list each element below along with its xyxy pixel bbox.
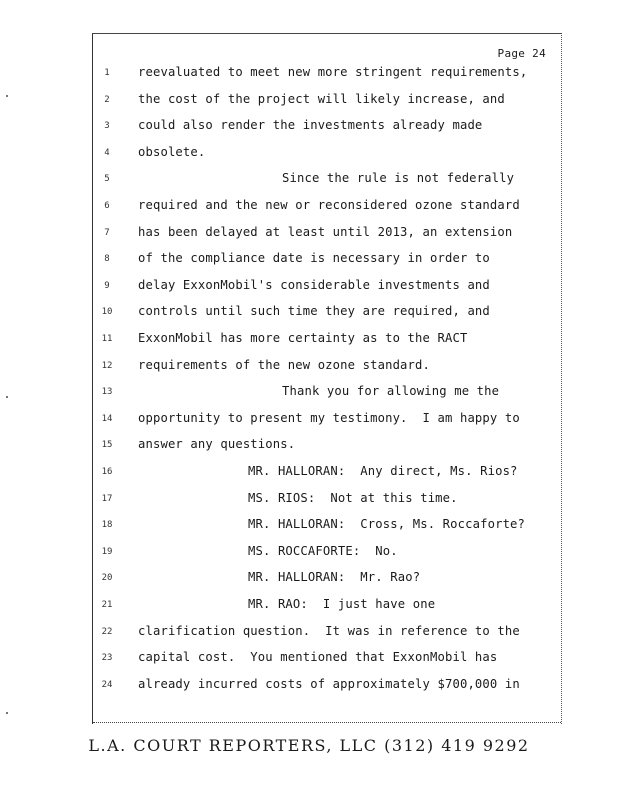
line-number: 24 <box>101 679 113 690</box>
transcript-line <box>0 383 618 403</box>
line-number: 3 <box>104 121 110 132</box>
line-number: 10 <box>101 307 113 318</box>
transcript-line <box>0 64 618 84</box>
line-text: MR. HALLORAN: Any direct, Ms. Rios? <box>248 464 518 478</box>
line-number: 15 <box>101 440 113 451</box>
line-number: 19 <box>101 546 113 557</box>
line-text: the cost of the project will likely increase, and <box>138 91 505 106</box>
transcript-line <box>0 330 618 350</box>
line-text: delay ExxonMobil's considerable investments and <box>138 277 490 292</box>
transcript-line <box>0 516 618 536</box>
line-number: 18 <box>101 520 113 531</box>
transcript-line <box>0 410 618 430</box>
line-text: of the compliance date is necessary in order to <box>138 251 490 266</box>
line-number: 7 <box>104 227 110 238</box>
line-number: 9 <box>104 280 110 291</box>
transcript-line <box>0 144 618 164</box>
margin-speck <box>6 712 8 714</box>
line-text: MS. RIOS: Not at this time. <box>248 490 458 505</box>
transcript-line <box>0 649 618 669</box>
line-text: obsolete. <box>138 144 206 159</box>
line-text: capital cost. You mentioned that ExxonMobil has <box>138 650 498 665</box>
transcript-line <box>0 250 618 270</box>
line-number: 1 <box>104 68 110 78</box>
line-text: requirements of the new ozone standard. <box>138 357 431 372</box>
line-text: MR. RAO: I just have one <box>248 597 436 611</box>
transcript-line <box>0 224 618 244</box>
line-text: controls until such time they are required, and <box>138 304 490 319</box>
line-text: MR. HALLORAN: Mr. Rao? <box>248 570 421 585</box>
transcript-line <box>0 596 618 616</box>
line-text: required and the new or reconsidered ozone standard <box>138 198 520 212</box>
transcript-line <box>0 676 618 696</box>
line-number: 23 <box>101 653 113 664</box>
line-number: 17 <box>101 493 113 504</box>
transcript-line <box>0 303 618 323</box>
transcript-line <box>0 117 618 137</box>
line-number: 4 <box>104 147 110 158</box>
line-number: 5 <box>104 174 110 185</box>
transcript-line <box>0 197 618 217</box>
line-text: MR. HALLORAN: Cross, Ms. Roccaforte? <box>248 517 526 532</box>
transcript-line <box>0 490 618 510</box>
line-number: 8 <box>104 254 110 265</box>
line-number: 2 <box>104 94 110 105</box>
line-number: 14 <box>101 413 113 424</box>
line-text: ExxonMobil has more certainty as to the RACT <box>138 331 468 345</box>
transcript-line <box>0 543 618 563</box>
line-text: already incurred costs of approximately $700,000 in <box>138 676 520 691</box>
line-number: 20 <box>101 573 113 584</box>
line-text: MS. ROCCAFORTE: No. <box>248 543 398 558</box>
transcript-line <box>0 569 618 589</box>
line-number: 6 <box>104 201 110 211</box>
line-number: 13 <box>101 387 113 398</box>
line-number: 21 <box>101 600 113 610</box>
transcript-line <box>0 623 618 643</box>
line-text: has been delayed at least until 2013, an extension <box>138 224 513 239</box>
line-number: 22 <box>101 626 113 637</box>
line-number: 12 <box>101 360 113 371</box>
line-text: clarification question. It was in reference to the <box>138 623 520 638</box>
line-number: 16 <box>101 467 113 477</box>
court-reporter-footer: L.A. COURT REPORTERS, LLC (312) 419 9292 <box>88 736 530 755</box>
transcript-line <box>0 436 618 456</box>
page-number-label: Page 24 <box>497 47 546 60</box>
transcript-line <box>0 91 618 111</box>
line-number: 11 <box>101 334 113 344</box>
line-text: opportunity to present my testimony. I am happy to <box>138 410 520 425</box>
line-text: reevaluated to meet new more stringent requirements, <box>138 65 528 79</box>
line-text: answer any questions. <box>138 437 296 452</box>
line-text: Since the rule is not federally <box>282 171 515 186</box>
line-text: could also render the investments already made <box>138 118 483 133</box>
transcript-line <box>0 463 618 483</box>
transcript-line <box>0 170 618 190</box>
transcript-line <box>0 357 618 377</box>
transcript-line <box>0 277 618 297</box>
line-text: Thank you for allowing me the <box>282 384 500 399</box>
